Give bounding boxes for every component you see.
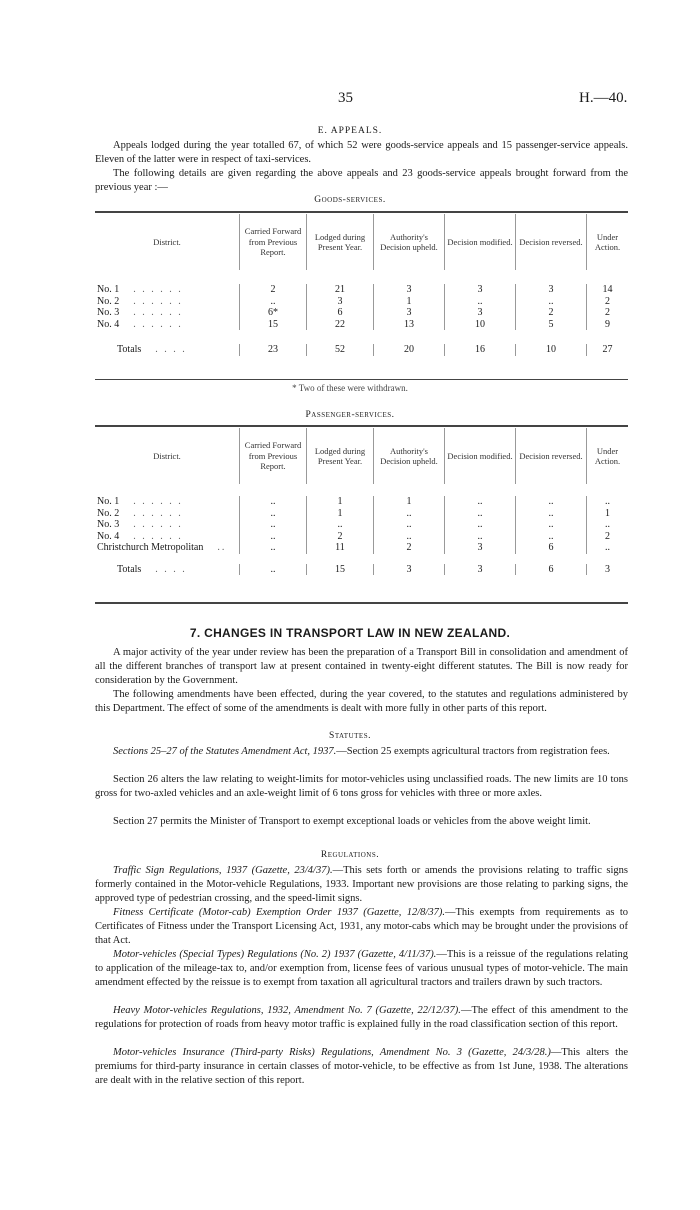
spacer-row (95, 270, 628, 284)
table-cell: 15 (307, 564, 374, 576)
leader-dots: . . . . . . (133, 507, 183, 519)
table-cell: 3 (445, 284, 516, 296)
appeals-heading: E. APPEALS. (317, 126, 383, 136)
document-reference: H.—40. (579, 90, 628, 106)
district-label: No. 1 (97, 284, 120, 295)
table-cell: 1 (307, 496, 374, 508)
goods-table-bottom-rule (95, 379, 628, 380)
table-row (95, 307, 628, 319)
table-row (95, 508, 628, 520)
table-cell: 6 (307, 307, 374, 319)
column-header: District. (153, 450, 181, 461)
table-cell: 3 (445, 564, 516, 576)
table-cell: .. (307, 519, 374, 531)
table-cell: 3 (445, 307, 516, 319)
passenger-table-bottom-rule (95, 602, 628, 604)
regulation-title: Traffic Sign Regulations, 1937 (Gazette, 23/4/37). (113, 865, 333, 876)
table-cell: .. (516, 496, 587, 508)
district-label: Christchurch Metropolitan (97, 542, 204, 553)
spacer-row (95, 484, 628, 496)
table-cell: .. (445, 508, 516, 520)
table-cell: .. (445, 496, 516, 508)
goods-table-top-rule (95, 211, 628, 213)
table-cell: .. (587, 519, 629, 531)
table-cell: .. (516, 531, 587, 543)
district-cell (95, 296, 240, 308)
regulation-text: —This exempts from requirements as to Certificates of Fitness under the Transport Licensing Act, 1931, any motor-cabs which may be brought under the provisions of that Act. (95, 907, 628, 946)
table-cell: 11 (307, 542, 374, 554)
table-cell: 2 (516, 307, 587, 319)
regulation-heavy-motor-vehicles (95, 1004, 628, 1032)
section-7-heading: 7. CHANGES IN TRANSPORT LAW IN NEW ZEALAND. (189, 626, 511, 640)
passenger-services-table (95, 428, 628, 575)
column-header: Decision reversed. (516, 214, 587, 270)
passenger-services-heading: Passenger-services. (305, 410, 395, 420)
column-header: Authority's Decision upheld. (374, 214, 445, 270)
regulation-insurance (95, 1046, 628, 1088)
regulation-text: —The effect of this amendment to the regulations for protection of roads from heavy motor traffic is explained fully in the road classification section of this report. (95, 1005, 629, 1030)
table-cell: 2 (307, 531, 374, 543)
statute-text: —Section 25 exempts agricultural tractors from registration fees. (336, 746, 610, 757)
passenger-table-top-rule (95, 425, 628, 427)
regulation-special-types (95, 948, 628, 990)
goods-services-heading: Goods-services. (314, 195, 386, 205)
district-label: Totals (117, 344, 142, 355)
table-cell: 3 (445, 542, 516, 554)
district-cell (95, 319, 240, 331)
table-cell: .. (240, 508, 307, 520)
column-header: Decision modified. (445, 214, 516, 270)
table-cell: 16 (445, 344, 516, 356)
district-label: No. 4 (97, 318, 120, 330)
table-cell: 1 (374, 296, 445, 308)
table-cell: 3 (374, 307, 445, 319)
table-cell: 6* (240, 307, 307, 319)
table-cell: .. (516, 508, 587, 520)
table-cell: 10 (445, 319, 516, 331)
leader-dots: .. (217, 542, 227, 553)
statute-section-26: Section 26 alters the law relating to weight-limits for motor-vehicles using unclassified roads. The new limits are 10 tons gross for two-axled vehicles and an axle-weight limit of 6 tons gross for vehicles with three or more axles. (95, 774, 628, 799)
goods-table-footnote: * Two of these were withdrawn. (292, 383, 408, 393)
table-cell: 1 (374, 496, 445, 508)
table-cell: 13 (374, 319, 445, 331)
table-cell: 20 (374, 344, 445, 356)
table-cell: 2 (587, 531, 629, 543)
district-cell (95, 508, 240, 520)
leader-dots: . . . . (155, 563, 187, 575)
column-header: Under Action. (587, 428, 629, 484)
table-cell: .. (516, 296, 587, 308)
leader-dots: . . . . . . (133, 307, 183, 318)
district-label: No. 2 (97, 295, 120, 307)
table-cell: 3 (374, 564, 445, 576)
table-cell: 22 (307, 319, 374, 331)
district-cell (95, 284, 240, 296)
regulation-text: —This alters the premiums for third-party insurance in certain classes of motor-vehicle, to be effective as from 1st June, 1938. The alterations are dealt with in the relative section of this report. (95, 1047, 628, 1086)
table-cell: 21 (307, 284, 374, 296)
district-label: No. 3 (97, 519, 120, 530)
district-cell (95, 496, 240, 508)
totals-row (95, 564, 628, 576)
district-label: No. 2 (97, 507, 120, 519)
table-cell: 6 (516, 564, 587, 576)
district-label: No. 4 (97, 530, 120, 542)
column-header: Carried Forward from Previous Report. (240, 214, 307, 270)
table-cell: .. (516, 519, 587, 531)
district-cell (95, 307, 240, 319)
table-row (95, 496, 628, 508)
regulation-fitness-certificate (95, 906, 628, 948)
table-cell: 52 (307, 344, 374, 356)
table-cell: 3 (374, 284, 445, 296)
appeals-paragraph-2: The following details are given regarding the above appeals and 23 goods-service appeals brought forward from the previous year :— (95, 168, 628, 193)
table-row (95, 284, 628, 296)
leader-dots: . . . . . . (133, 284, 183, 295)
leader-dots: . . . . . . (133, 530, 183, 542)
regulation-title: Fitness Certificate (Motor-cab) Exemption Order 1937 (Gazette, 12/8/37). (113, 907, 445, 918)
statute-section-27: Section 27 permits the Minister of Transport to exempt exceptional loads or vehicles from the above weight limit. (113, 816, 591, 827)
regulation-text: —This is a reissue of the regulations relating to application of the mileage-tax to, and/or exemption from, license fees of various unusual types of motor-vehicle. The main amendment effected by the reissue is to exempt from taxation all agricultural tractors and trailers drawn by such tractors. (95, 949, 628, 988)
statute-section-25 (95, 745, 628, 759)
leader-dots: . . . . . . (133, 519, 183, 530)
column-header: Authority's Decision upheld. (374, 428, 445, 484)
section-7-paragraph-2: The following amendments have been effected, during the year covered, to the statutes and regulations administered by this Department. The effect of some of the amendments is dealt with more fully in other parts of this report. (95, 689, 628, 714)
table-cell: .. (587, 496, 629, 508)
table-row (95, 319, 628, 331)
district-cell (95, 542, 240, 554)
leader-dots: . . . . . . (133, 318, 183, 330)
appeals-paragraph-1: Appeals lodged during the year totalled 67, of which 52 were goods-service appeals and 15 passenger-service appeals. Eleven of the latter were in respect of taxi-services. (95, 140, 628, 165)
table-cell: .. (374, 531, 445, 543)
column-header: Lodged during Present Year. (307, 214, 374, 270)
column-header: Carried Forward from Previous Report. (240, 428, 307, 484)
table-cell: 27 (587, 344, 629, 356)
table-cell: .. (240, 542, 307, 554)
table-cell: 3 (516, 284, 587, 296)
column-header: Under Action. (587, 214, 629, 270)
table-cell: .. (374, 508, 445, 520)
district-cell (95, 531, 240, 543)
table-cell: 2 (240, 284, 307, 296)
goods-services-table (95, 214, 628, 356)
column-header: Lodged during Present Year. (307, 428, 374, 484)
column-header: District. (153, 236, 181, 247)
table-cell: .. (445, 519, 516, 531)
regulation-title: Heavy Motor-vehicles Regulations, 1932, Amendment No. 7 (Gazette, 22/12/37). (113, 1005, 461, 1016)
leader-dots: . . . . . . (133, 295, 183, 307)
statute-title: Sections 25–27 of the Statutes Amendment Act, 1937. (113, 746, 337, 757)
table-cell: 9 (587, 319, 629, 331)
district-label: No. 1 (97, 496, 120, 507)
table-cell: 6 (516, 542, 587, 554)
table-cell: .. (240, 564, 307, 576)
table-cell: 2 (374, 542, 445, 554)
statutes-heading: Statutes. (329, 731, 371, 741)
totals-label (95, 564, 240, 576)
table-cell: 2 (587, 296, 629, 308)
table-row (95, 519, 628, 531)
column-header: Decision modified. (445, 428, 516, 484)
table-cell: .. (374, 519, 445, 531)
totals-row (95, 344, 628, 356)
table-cell: 1 (587, 508, 629, 520)
regulation-traffic-sign (95, 864, 628, 906)
leader-dots: . . . . . . (133, 496, 183, 507)
table-cell: .. (240, 531, 307, 543)
table-cell: 1 (307, 508, 374, 520)
spacer-row (95, 554, 628, 564)
regulation-title: Motor-vehicles Insurance (Third-party Risks) Regulations, Amendment No. 3 (Gazette, 24/3/28.) (113, 1047, 551, 1058)
table-cell: .. (587, 542, 629, 554)
section-7-paragraph-1: A major activity of the year under review has been the preparation of a Transport Bill in consolidation and amendment of all the different branches of transport law at present contained in twenty-eight different statutes. The Bill is now ready for consideration by the Government. (95, 647, 628, 686)
district-cell (95, 519, 240, 531)
table-row (95, 296, 628, 308)
page-number: 35 (338, 90, 353, 106)
table-cell: 5 (516, 319, 587, 331)
regulations-heading: Regulations. (320, 850, 380, 860)
table-cell: 3 (587, 564, 629, 576)
table-cell: .. (240, 296, 307, 308)
table-cell: .. (240, 496, 307, 508)
table-cell: 23 (240, 344, 307, 356)
totals-label (95, 344, 240, 356)
table-row (95, 542, 628, 554)
regulation-text: —This sets forth or amends the provisions relating to traffic signs formerly contained in the Motor-vehicle Regulations, 1933. Important new provisions are those relating to parking signs, the approved type of pedestrian crossing, and the speed-limit signs. (95, 865, 628, 904)
table-cell: 14 (587, 284, 629, 296)
column-header: Decision reversed. (516, 428, 587, 484)
spacer-row (95, 330, 628, 344)
table-row (95, 531, 628, 543)
district-label: Totals (117, 563, 142, 575)
district-label: No. 3 (97, 307, 120, 318)
table-cell: 3 (307, 296, 374, 308)
table-cell: 2 (587, 307, 629, 319)
table-cell: 15 (240, 319, 307, 331)
leader-dots: . . . . (155, 344, 187, 355)
table-cell: .. (445, 296, 516, 308)
table-cell: .. (240, 519, 307, 531)
table-cell: .. (445, 531, 516, 543)
table-cell: 10 (516, 344, 587, 356)
regulation-title: Motor-vehicles (Special Types) Regulations (No. 2) 1937 (Gazette, 4/11/37). (113, 949, 437, 960)
